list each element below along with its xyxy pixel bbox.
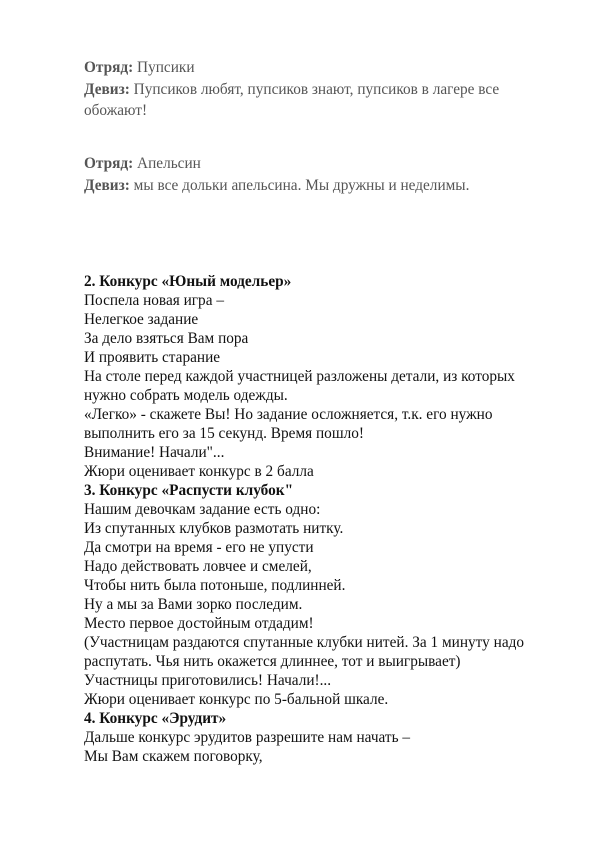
contest-3-line: (Участницам раздаются спутанные клубки нитей. За 1 минуту надо <box>84 634 525 651</box>
contest-2-line: За дело взяться Вам пора <box>84 330 249 347</box>
squad-name: Пупсики <box>137 59 195 76</box>
contest-3-line: Нашим девочкам задание есть одно: <box>84 501 321 518</box>
contest-3-line: Ну а мы за Вами зорко последим. <box>84 596 303 613</box>
contest-3-line: Участницы приготовились! Начали!... <box>84 672 332 689</box>
squad-name: Апельсин <box>137 155 201 172</box>
motto-label: Девиз: <box>84 81 130 98</box>
contest-2-line: «Легко» - скажете Вы! Но задание осложняется, т.к. его нужно <box>84 406 493 423</box>
contest-2-line: Жюри оценивает конкурс в 2 балла <box>84 463 314 480</box>
motto-text: Пупсиков любят, пупсиков знают, пупсиков в лагере все <box>133 81 500 98</box>
contest-2-line: Внимание! Начали"... <box>84 444 225 461</box>
contest-3-line: Да смотри на время - его не упусти <box>84 539 314 556</box>
team-2-squad <box>84 154 201 173</box>
contest-2-heading: 2. Конкурс «Юный модельер» <box>84 273 292 290</box>
contest-3-line: распутать. Чья нить окажется длиннее, тот и выигрывает) <box>84 653 461 670</box>
contest-3-line: Надо действовать ловчее и смелей, <box>84 558 312 575</box>
contest-2-line: И проявить старание <box>84 349 221 366</box>
contest-2-line: Нелегкое задание <box>84 311 199 328</box>
contest-2-line: На столе перед каждой участницей разложены детали, из которых <box>84 368 515 385</box>
motto-label: Девиз: <box>84 177 130 194</box>
team-1-motto-cont: обожают! <box>84 102 148 119</box>
contest-3-line: Чтобы нить была потоньше, подлинней. <box>84 577 346 594</box>
contest-4-line: Мы Вам скажем поговорку, <box>84 748 263 765</box>
contest-2-line: выполнить его за 15 секунд. Время пошло! <box>84 425 364 442</box>
team-1-motto <box>84 80 499 99</box>
motto-text: мы все дольки апельсина. Мы дружны и неделимы. <box>133 177 470 194</box>
team-2-motto <box>84 176 469 195</box>
team-1-squad <box>84 58 195 77</box>
squad-label: Отряд: <box>84 59 134 76</box>
contest-3-line: Из спутанных клубков размотать нитку. <box>84 520 344 537</box>
contest-3-line: Жюри оценивает конкурс по 5-бальной шкале. <box>84 691 389 708</box>
contest-4-line: Дальше конкурс эрудитов разрешите нам начать – <box>84 729 411 746</box>
contest-3-line: Место первое достойным отдадим! <box>84 615 314 632</box>
contest-2-line: нужно собрать модель одежды. <box>84 387 288 404</box>
squad-label: Отряд: <box>84 155 134 172</box>
contest-3-heading: 3. Конкурс «Распусти клубок" <box>84 482 294 499</box>
contest-4-heading: 4. Конкурс «Эрудит» <box>84 710 227 727</box>
contest-2-line: Поспела новая игра – <box>84 292 224 309</box>
